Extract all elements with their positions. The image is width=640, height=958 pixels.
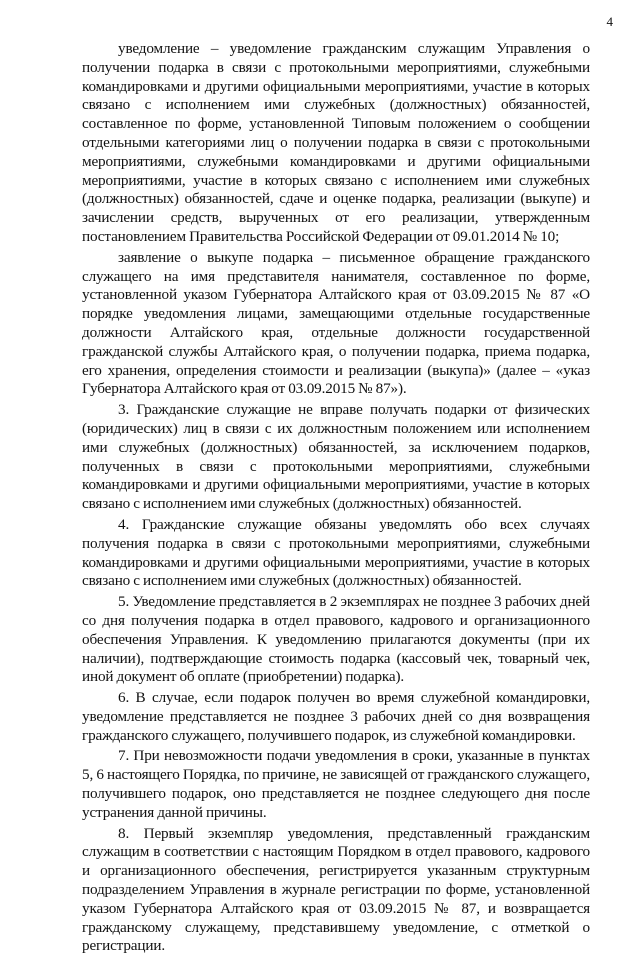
paragraph-notification-definition: уведомление – уведомление гражданским служащим Управления о получении подарка в связи с протокольными мероприятиями, служебными командировками и другими официальными мероприятиями, участие в которых связано с исполнением ими служебных (должностных) обязанностей, составленное по форме, установленной Типовым положением о сообщении отдельными категориями лиц о получении подарка в связи с протокольными мероприятиями, служебными командировками и другими официальными мероприятиями, участие в которых связано с исполнением ими служебных (должностных) обязанностей, сдаче и оценке подарка, реализации (выкупе) и зачислении средств, вырученных от его реализации, утвержденным постановлением Правительства Российской Федерации от 09.01.2014 № 10; <box>82 40 590 245</box>
paragraph-7-impossibility: 7. При невозможности подачи уведомления в сроки, указанные в пунктах 5, 6 настоящего Порядка, по причине, не зависящей от гражданского служащего, получившего подарок, оно представляется не позднее следующего дня после устранения данной причины. <box>82 747 590 821</box>
paragraph-6-business-trip: 6. В случае, если подарок получен во время служебной командировки, уведомление представляется не позднее 3 рабочих дней со дня возвращения гражданского служащего, получившего подарок, из служебной командировки. <box>82 689 590 744</box>
paragraph-redemption-application-definition: заявление о выкупе подарка – письменное обращение гражданского служащего на имя представителя нанимателя, составленное по форме, установленной указом Губернатора Алтайского края от 03.09.2015 № 87 «О порядке уведомления лицами, замещающими отдельные государственные должности Алтайского края, отдельные должности государственной гражданской службы Алтайского края, о получении подарка, приема подарка, его хранения, определения стоимости и реализации (выкупа)» (далее – «указ Губернатора Алтайского края от 03.09.2015 № 87»). <box>82 248 590 398</box>
paragraph-8-registration: 8. Первый экземпляр уведомления, представленный гражданским служащим в соответствии с настоящим Порядком в отдел правового, кадрового и организационного обеспечения, регистрируется указанным структурным подразделением Управления в журнале регистрации по форме, установленной указом Губернатора Алтайского края от 03.09.2015 № 87, и возвращается гражданскому служащему, представившему уведомление, с отметкой о регистрации. <box>82 824 590 955</box>
page-number: 4 <box>606 14 613 29</box>
document-body <box>82 40 590 958</box>
paragraph-5-submission-terms: 5. Уведомление представляется в 2 экземплярах не позднее 3 рабочих дней со дня получения подарка в отдел правового, кадрового и организационного обеспечения Управления. К уведомлению прилагаются документы (при их наличии), подтверждающие стоимость подарка (кассовый чек, товарный чек, иной документ об оплате (приобретении) подарка). <box>82 593 590 686</box>
paragraph-3-gift-prohibition: 3. Гражданские служащие не вправе получать подарки от физических (юридических) лиц в связи с их должностным положением или исполнением ими служебных (должностных) обязанностей, за исключением подарков, полученных в связи с протокольными мероприятиями, служебными командировками и другими официальными мероприятиями, участие в которых связано с исполнением ими служебных (должностных) обязанностей. <box>82 401 590 513</box>
paragraph-4-notification-duty: 4. Гражданские служащие обязаны уведомлять обо всех случаях получения подарка в связи с протокольными мероприятиями, служебными командировками и другими официальными мероприятиями, участие в которых связано с исполнением ими служебных (должностных) обязанностей. <box>82 515 590 590</box>
